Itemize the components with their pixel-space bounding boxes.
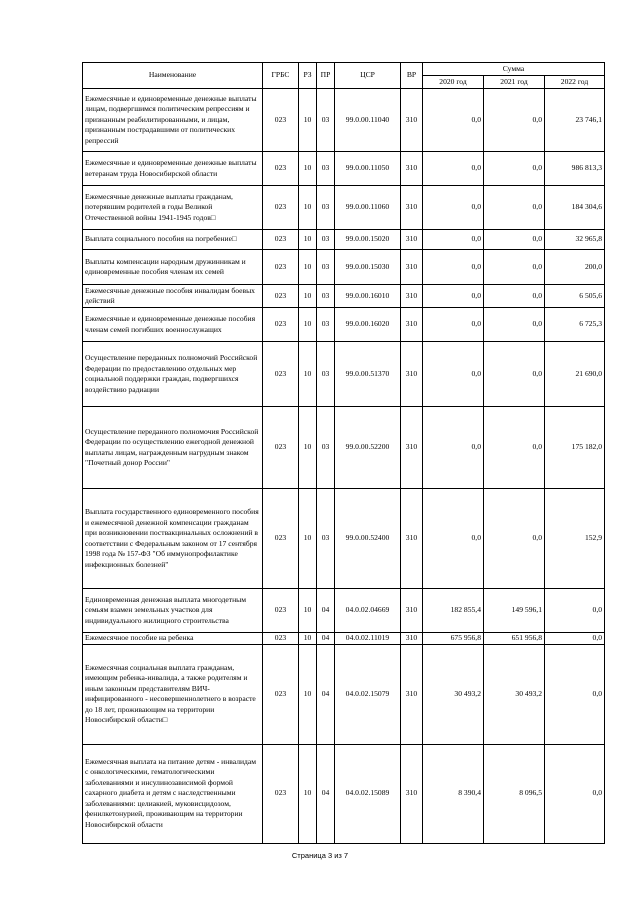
row-rz: 10 [299, 589, 317, 633]
row-sum-2022: 200,0 [545, 250, 605, 285]
table-row [83, 744, 605, 843]
row-csr: 04.0.02.04669 [335, 589, 401, 633]
row-sum-2020: 0,0 [423, 342, 484, 407]
table-row [83, 230, 605, 250]
row-sum-2020: 0,0 [423, 186, 484, 230]
row-sum-2022: 0,0 [545, 644, 605, 744]
row-grbs: 023 [263, 744, 299, 843]
row-pr: 03 [317, 250, 335, 285]
row-rz: 10 [299, 230, 317, 250]
row-grbs: 023 [263, 186, 299, 230]
row-vr: 310 [401, 308, 423, 342]
row-rz: 10 [299, 644, 317, 744]
row-pr: 03 [317, 230, 335, 250]
row-sum-2022: 152,9 [545, 489, 605, 589]
row-sum-2022: 32 965,8 [545, 230, 605, 250]
row-sum-2021: 0,0 [484, 250, 545, 285]
row-vr: 310 [401, 186, 423, 230]
row-sum-2021: 0,0 [484, 89, 545, 152]
row-vr: 310 [401, 633, 423, 645]
row-name: Ежемесячная социальная выплата гражданам, имеющим ребенка-инвалида, а также родителям и иным законным представителям ВИЧ-инфицированного - несовершеннолетнего в возрасте до 18 лет, проживающим на территории Новосибирской области□ [83, 644, 263, 744]
table-row [83, 285, 605, 308]
row-rz: 10 [299, 89, 317, 152]
row-pr: 03 [317, 285, 335, 308]
header-year-2020: 2020 год [423, 76, 484, 89]
row-name: Осуществление переданного полномочия Российской Федерации по осуществлению ежегодной денежной выплаты лицам, награжденным нагрудным знаком "Почетный донор России" [83, 407, 263, 489]
row-grbs: 023 [263, 152, 299, 186]
row-grbs: 023 [263, 644, 299, 744]
row-name: Выплаты компенсации народным дружинникам и единовременные пособия членам их семей [83, 250, 263, 285]
row-csr: 04.0.02.15089 [335, 744, 401, 843]
table-row [83, 89, 605, 152]
row-pr: 04 [317, 744, 335, 843]
row-name: Ежемесячные и единовременные денежные пособия членам семей погибших военнослужащих [83, 308, 263, 342]
row-name: Ежемесячные и единовременные денежные выплаты лицам, подвергшимся политическим репрессиям и признанным реабилитированными, и лицам, признанным пострадавшими от политических репрессий [83, 89, 263, 152]
table-body [83, 89, 605, 844]
header-name: Наименование [83, 63, 263, 89]
row-pr: 04 [317, 589, 335, 633]
budget-table [82, 62, 605, 844]
row-csr: 04.0.02.11019 [335, 633, 401, 645]
table-row [83, 342, 605, 407]
row-csr: 04.0.02.15079 [335, 644, 401, 744]
row-sum-2021: 0,0 [484, 489, 545, 589]
row-sum-2022: 0,0 [545, 589, 605, 633]
row-pr: 03 [317, 186, 335, 230]
header-sum: Сумма [423, 63, 605, 76]
row-sum-2021: 0,0 [484, 285, 545, 308]
row-name: Ежемесячное пособие на ребенка [83, 633, 263, 645]
page-number: Страница 3 из 7 [291, 851, 349, 860]
row-grbs: 023 [263, 489, 299, 589]
header-vr: ВР [401, 63, 423, 89]
row-sum-2022: 986 813,3 [545, 152, 605, 186]
row-sum-2020: 0,0 [423, 285, 484, 308]
row-sum-2021: 30 493,2 [484, 644, 545, 744]
row-sum-2021: 0,0 [484, 308, 545, 342]
row-csr: 99.0.00.16010 [335, 285, 401, 308]
header-csr: ЦСР [335, 63, 401, 89]
row-csr: 99.0.00.52400 [335, 489, 401, 589]
row-pr: 03 [317, 407, 335, 489]
table-row [83, 489, 605, 589]
row-pr: 04 [317, 633, 335, 645]
row-grbs: 023 [263, 250, 299, 285]
table-row [83, 407, 605, 489]
row-rz: 10 [299, 342, 317, 407]
row-sum-2022: 6 505,6 [545, 285, 605, 308]
row-vr: 310 [401, 285, 423, 308]
row-grbs: 023 [263, 89, 299, 152]
header-year-2021: 2021 год [484, 76, 545, 89]
row-pr: 03 [317, 342, 335, 407]
row-name: Ежемесячные денежные пособия инвалидам боевых действий [83, 285, 263, 308]
row-pr: 04 [317, 644, 335, 744]
row-sum-2022: 184 304,6 [545, 186, 605, 230]
table-row [83, 152, 605, 186]
row-vr: 310 [401, 89, 423, 152]
row-rz: 10 [299, 489, 317, 589]
row-name: Выплата социального пособия на погребение□ [83, 230, 263, 250]
row-rz: 10 [299, 407, 317, 489]
row-csr: 99.0.00.11050 [335, 152, 401, 186]
header-grbs: ГРБС [263, 63, 299, 89]
row-vr: 310 [401, 489, 423, 589]
row-rz: 10 [299, 186, 317, 230]
row-csr: 99.0.00.16020 [335, 308, 401, 342]
row-sum-2021: 149 596,1 [484, 589, 545, 633]
row-sum-2021: 8 096,5 [484, 744, 545, 843]
row-grbs: 023 [263, 230, 299, 250]
row-grbs: 023 [263, 308, 299, 342]
row-rz: 10 [299, 308, 317, 342]
row-pr: 03 [317, 152, 335, 186]
row-sum-2020: 0,0 [423, 152, 484, 186]
row-rz: 10 [299, 152, 317, 186]
table-row [83, 186, 605, 230]
row-vr: 310 [401, 152, 423, 186]
table-row [83, 633, 605, 645]
row-csr: 99.0.00.15020 [335, 230, 401, 250]
row-csr: 99.0.00.15030 [335, 250, 401, 285]
row-pr: 03 [317, 89, 335, 152]
row-sum-2021: 651 956,8 [484, 633, 545, 645]
row-sum-2020: 675 956,8 [423, 633, 484, 645]
row-name: Осуществление переданных полномочий Российской Федерации по предоставлению отдельных мер социальной поддержки граждан, подвергшихся воздействию радиации [83, 342, 263, 407]
row-pr: 03 [317, 308, 335, 342]
row-grbs: 023 [263, 633, 299, 645]
row-name: Единовременная денежная выплата многодетным семьям взамен земельных участков для индивидуального жилищного строительства [83, 589, 263, 633]
row-vr: 310 [401, 342, 423, 407]
header-pr: ПР [317, 63, 335, 89]
row-grbs: 023 [263, 342, 299, 407]
row-sum-2020: 8 390,4 [423, 744, 484, 843]
row-sum-2020: 182 855,4 [423, 589, 484, 633]
row-rz: 10 [299, 633, 317, 645]
row-sum-2021: 0,0 [484, 342, 545, 407]
row-name: Выплата государственного единовременного пособия и ежемесячной денежной компенсации гражданам при возникновении поствакцинальных осложнений в соответствии с Федеральным законом от 17 сентября 1998 года № 157-ФЗ "Об иммунопрофилактике инфекционных болезней" [83, 489, 263, 589]
row-sum-2021: 0,0 [484, 407, 545, 489]
row-sum-2022: 175 182,0 [545, 407, 605, 489]
row-sum-2022: 0,0 [545, 744, 605, 843]
row-grbs: 023 [263, 285, 299, 308]
row-vr: 310 [401, 589, 423, 633]
row-vr: 310 [401, 644, 423, 744]
table-row [83, 308, 605, 342]
row-sum-2020: 0,0 [423, 489, 484, 589]
row-csr: 99.0.00.11040 [335, 89, 401, 152]
row-csr: 99.0.00.11060 [335, 186, 401, 230]
row-vr: 310 [401, 230, 423, 250]
row-name: Ежемесячные денежные выплаты гражданам, потерявшим родителей в годы Великой Отечественной войны 1941-1945 годов□ [83, 186, 263, 230]
row-vr: 310 [401, 744, 423, 843]
table-row [83, 589, 605, 633]
table-row [83, 250, 605, 285]
row-sum-2020: 0,0 [423, 230, 484, 250]
row-sum-2020: 0,0 [423, 407, 484, 489]
row-sum-2022: 0,0 [545, 633, 605, 645]
row-pr: 03 [317, 489, 335, 589]
row-name: Ежемесячные и единовременные денежные выплаты ветеранам труда Новосибирской области [83, 152, 263, 186]
row-sum-2021: 0,0 [484, 152, 545, 186]
row-vr: 310 [401, 250, 423, 285]
row-csr: 99.0.00.52200 [335, 407, 401, 489]
row-sum-2020: 0,0 [423, 250, 484, 285]
row-csr: 99.0.00.51370 [335, 342, 401, 407]
row-name: Ежемесячная выплата на питание детям - инвалидам с онкологическими, гематологическими заболеваниями и инсулинозависимой формой сахарного диабета и детям с наследственными заболеваниями: целиакией, муковисцидозом, фенилкетонурией, проживающим на территории Новосибирской области [83, 744, 263, 843]
row-grbs: 023 [263, 589, 299, 633]
row-sum-2021: 0,0 [484, 186, 545, 230]
table-row [83, 644, 605, 744]
row-vr: 310 [401, 407, 423, 489]
row-sum-2022: 6 725,3 [545, 308, 605, 342]
row-sum-2020: 0,0 [423, 89, 484, 152]
row-sum-2020: 30 493,2 [423, 644, 484, 744]
row-rz: 10 [299, 250, 317, 285]
row-sum-2021: 0,0 [484, 230, 545, 250]
header-rz: РЗ [299, 63, 317, 89]
row-grbs: 023 [263, 407, 299, 489]
row-rz: 10 [299, 285, 317, 308]
row-sum-2022: 23 746,1 [545, 89, 605, 152]
header-year-2022: 2022 год [545, 76, 605, 89]
row-sum-2020: 0,0 [423, 308, 484, 342]
row-rz: 10 [299, 744, 317, 843]
row-sum-2022: 21 690,0 [545, 342, 605, 407]
